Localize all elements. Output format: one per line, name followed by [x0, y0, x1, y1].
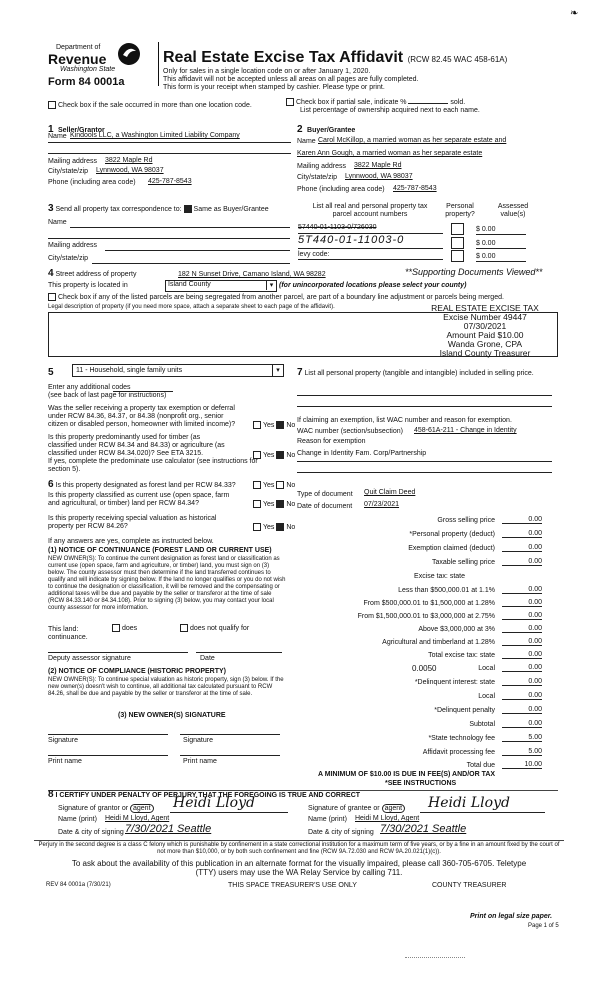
any-yes-note: If any answers are yes, complete as instructed below. [48, 538, 214, 545]
signature-label-2: Signature [183, 737, 213, 744]
grantor-name-field[interactable]: Heidi M Lloyd, Agent [105, 815, 170, 822]
bracket-4-label: Above $3,000,000 at 3% [418, 626, 495, 633]
doc-type-field[interactable]: Quit Claim Deed [364, 489, 416, 496]
revision-label: REV 84 0001a (7/30/21) [46, 882, 111, 888]
chevron-down-icon: ▾ [266, 281, 276, 290]
wac-field[interactable]: 458-61A-211 - Change in Identity [414, 427, 517, 434]
partial-sale-check[interactable]: Check box if partial sale, indicate % sold. [286, 98, 465, 107]
grantor-name-label: Name (print) [58, 816, 97, 823]
parcel-row-2[interactable]: 5T440-01-11003-0 [298, 234, 405, 246]
deputy-date-label: Date [200, 655, 215, 662]
grantee-name-field[interactable]: Heidi M Lloyd, Agent [355, 815, 420, 822]
subtotal-label: Subtotal [469, 721, 495, 728]
parcel-line-2 [298, 248, 443, 249]
header-divider [158, 42, 159, 86]
grantee-sig-line [420, 812, 545, 813]
s3-name-line [70, 227, 290, 228]
bracket-3-label: From $1,500,000.01 to $3,000,000 at 2.75% [357, 613, 495, 620]
seller-phone-label: Phone (including area code) [48, 179, 136, 186]
buyer-city-label: City/state/zip [297, 174, 338, 181]
notice-2-text: NEW OWNER(S): To continue special valuation as historic property, sign (3) below. If the new owner(s) doesn't wish to continue, all additional tax calculated pursuant to RCW 84.26, shall be due and payable by the seller or transferor at the time of sale. [48, 677, 284, 697]
exemption-label: Exemption claimed (deduct) [408, 545, 495, 552]
grantee-date-field[interactable]: 7/30/2021 Seattle [380, 823, 467, 835]
grantor-date-label: Date & city of signing [58, 829, 124, 836]
s3-name-label: Name [48, 219, 67, 226]
total-due-value[interactable]: 10.00 [502, 761, 542, 769]
s3-mail-label: Mailing address [48, 242, 98, 249]
historic-yes-no[interactable]: Yes No [253, 523, 295, 532]
wac-label: WAC number (section/subsection) [297, 428, 403, 435]
s7-line-2 [297, 406, 552, 407]
processing-fee-value[interactable]: 5.00 [502, 748, 542, 756]
print-line-1 [48, 755, 168, 756]
county-select[interactable]: Island County ▾ [165, 280, 277, 292]
grantee-name-label: Name (print) [308, 816, 347, 823]
buyer-heading: 2 Buyer/Grantee [297, 124, 356, 135]
see-instructions: (see back of last page for instructions) [48, 392, 167, 399]
print-line-2 [180, 755, 280, 756]
parcel-line-3 [298, 259, 443, 260]
subtotal-value[interactable]: 0.00 [502, 720, 542, 728]
tech-fee-value[interactable]: 5.00 [502, 734, 542, 742]
grantor-date-field[interactable]: 7/30/2021 Seattle [125, 823, 212, 835]
dept-label: Department of [56, 44, 101, 51]
s3-city-line [92, 263, 290, 264]
penalty-value[interactable]: 0.00 [502, 706, 542, 714]
exemption-yes-no[interactable]: Yes No [253, 421, 295, 430]
local-2-label: Local [478, 693, 495, 700]
notice-1-heading: (1) NOTICE OF CONTINUANCE (FOREST LAND OR CURRENT USE) [48, 547, 272, 554]
timber-question: Is this property predominantly used for timber (as classified under RCW 84.34 and 84.33) or agriculture (as classified under RCW 84.34.020)? See ETA 3215. If yes, complete the predominate use calculator (see instructions for section 5). [48, 434, 258, 473]
seller-heading: 1 Seller/Grantor [48, 124, 105, 135]
local-label: Local [478, 665, 495, 672]
buyer-name-field-1[interactable]: Carol McKillop, a married woman as her separate estate and [318, 137, 507, 144]
seller-phone-field[interactable]: 425-787-8543 [148, 178, 192, 185]
current-use-yes-no[interactable]: Yes No [253, 500, 295, 509]
buyer-phone-label: Phone (including area code) [297, 186, 385, 193]
personal-checkbox-3[interactable] [451, 250, 464, 262]
agency-name: Revenue [48, 51, 107, 67]
footer-rule [34, 840, 564, 841]
grantee-signature: Heidi Lloyd [428, 795, 510, 811]
local-rate: 0.0050 [412, 664, 437, 673]
same-as-buyer-checkbox[interactable] [184, 205, 192, 213]
perjury-notice: Perjury in the second degree is a class C felony which is punishable by confinement in a state correctional institution for a maximum term of five years, or by a fine in an amount fixed by the court of not more than $10,000, or by both such confinement and fine (RCW 9A.72.030 and RCW 9A.20.021(1)(c)). [38, 842, 560, 855]
grantor-sig-label: Signature of grantor or agent [58, 805, 154, 813]
grantor-signature: Heidi Lloyd [173, 795, 255, 811]
exemption-value[interactable]: 0.00 [502, 544, 542, 552]
signature-label-1: Signature [48, 737, 78, 744]
assessed-value-3[interactable]: $ 0.00 [476, 253, 526, 262]
county-label: This property is located in [48, 282, 128, 289]
form-number: Form 84 0001a [48, 76, 125, 88]
seller-name-label: Name [48, 133, 67, 140]
parcel-header: List all real and personal property tax parcel account numbers [312, 203, 428, 218]
tech-fee-label: *State technology fee [428, 735, 495, 742]
delinquent-interest-value[interactable]: 0.00 [502, 678, 542, 686]
chevron-down-icon: ▾ [272, 365, 283, 376]
revenue-logo [48, 44, 158, 88]
assessed-value-1[interactable]: $ 0.00 [476, 226, 526, 235]
see-instructions-2: *SEE INSTRUCTIONS [385, 780, 457, 787]
doc-type-label: Type of document [297, 491, 353, 498]
total-due-label: Total due [466, 762, 495, 769]
page-number: Page 1 of 5 [528, 923, 559, 929]
doc-date-field[interactable]: 07/23/2021 [364, 501, 400, 508]
reason-line-2 [297, 472, 552, 473]
supporting-docs-stamp: **Supporting Documents Viewed** [405, 267, 543, 277]
personal-checkbox-1[interactable] [451, 223, 464, 235]
processing-fee-label: Affidavit processing fee [422, 749, 495, 756]
additional-codes-label: Enter any additional codes [48, 384, 131, 391]
use-code-select[interactable]: 11 - Household, single family units ▾ [72, 364, 284, 377]
bracket-1-label: Less than $500,000.01 at 1.1% [398, 587, 495, 594]
doc-date-label: Date of document [297, 503, 353, 510]
page-title: Real Estate Excise Tax Affidavit [163, 49, 404, 66]
personal-property-header: Personal property? [445, 203, 475, 218]
notice-2-heading: (2) NOTICE OF COMPLIANCE (HISTORIC PROPERTY) [48, 668, 226, 675]
buyer-name-field-2[interactable]: Karen Ann Gough, a married woman as her separate estate [297, 150, 483, 157]
new-owner-sig-line-1 [48, 734, 168, 735]
seller-city-label: City/state/zip [48, 168, 89, 175]
excise-state-label: Excise tax: state [414, 573, 465, 580]
exemption-claim-label: If claiming an exemption, list WAC number and reason for exemption. [297, 417, 512, 424]
gross-value[interactable]: 0.00 [502, 516, 542, 524]
parcel-row-1[interactable]: 57440-01-1103-0/726030 [298, 224, 377, 231]
buyer-phone-field[interactable]: 425-787-8543 [393, 185, 437, 192]
note-1: Only for sales in a single location code on or after January 1, 2020. [163, 68, 371, 75]
legal-desc-label: Legal description of property (if you need more space, attach a separate sheet to each page of the affidavit). [48, 304, 335, 310]
seller-mail-label: Mailing address [48, 158, 98, 165]
s7-line-1 [297, 395, 552, 396]
seller-city-field[interactable]: Lynnwood, WA 98037 [96, 167, 164, 174]
note-3: This form is your receipt when stamped by cashier. Please type or print. [163, 84, 385, 91]
partial-note: List percentage of ownership acquired next to each name. [300, 107, 480, 114]
bracket-5-label: Agricultural and timberland at 1.28% [382, 639, 495, 646]
note-2: This affidavit will not be accepted unless all areas on all pages are fully completed. [163, 76, 419, 83]
excise-stamp: REAL ESTATE EXCISE TAX Excise Number 49447 07/30/2021 Amount Paid $10.00 Wanda Grone, CPA Island County Treasurer [431, 303, 539, 358]
print-name-label-1: Print name [48, 758, 82, 765]
section-5-num: 5 [48, 367, 54, 378]
taxable-label: Taxable selling price [431, 559, 495, 566]
new-owner-sig-line-2 [180, 734, 280, 735]
state-label: Washington State [60, 66, 116, 73]
certify-heading: 8 I CERTIFY UNDER PENALTY OF PERJURY THAT THE FOREGOING IS TRUE AND CORRECT [48, 789, 361, 800]
reason-label: Reason for exemption [297, 438, 366, 445]
this-land-label: This land: continuance. [48, 626, 88, 641]
bracket-2-label: From $500,000.01 to $1,500,000 at 1.28% [363, 600, 495, 607]
county-note: (for unincorporated locations please select your county) [279, 282, 467, 289]
s3-city-label: City/state/zip [48, 255, 89, 262]
corner-mark: ❧ [570, 8, 579, 19]
s3-mail-line [105, 250, 290, 251]
grantee-date-label: Date & city of signing [308, 829, 374, 836]
accessibility-notice: To ask about the availability of this publication in an alternate format for the visually impaired, please call 360-705-6705. Teletype (TTY) users may use the WA Relay Service by calling 711. [71, 859, 527, 877]
bracket-5-value[interactable]: 0.00 [502, 638, 542, 646]
seller-name-line-2 [48, 153, 291, 154]
treasurer-use-only: THIS SPACE TREASURER'S USE ONLY [228, 882, 357, 889]
notice-1-text: NEW OWNER(S): To continue the current designation as forest land or classification as current use (open space, farm and agriculture, or timber) land, you must sign on (3) below. The county assessor must then determine if the land transferred continues to qualify and will indicate by signing below. If the land no longer qualifies or you do not wish to continue the designation or classification, it will be removed and the compensating or additional taxes will be due and payable by the seller or transferor at the time of sale (RCW 84.33.140 or 84.34.108). Prior to signing (3) below, you may contact your local county assessor for more information. [48, 556, 286, 611]
current-use-question: Is this property classified as current use (open space, farm and agricultural, or timber) land per RCW 84.34? [48, 492, 230, 507]
does-not-checkbox[interactable]: does not qualify for [180, 624, 249, 633]
levy-code-label: levy code: [298, 251, 330, 258]
reason-line-1 [297, 461, 552, 462]
street-label: 4 Street address of property [48, 268, 137, 279]
historic-question: Is this property receiving special valuation as historical property per RCW 84.26? [48, 515, 217, 530]
personal-label: *Personal property (deduct) [409, 531, 495, 538]
gross-label: Gross selling price [437, 517, 495, 524]
seller-name-field[interactable]: Kindools LLC, a Washington Limited Liability Company [70, 132, 240, 139]
revenue-swirl-icon [116, 41, 142, 67]
assessed-header: Assessed value(s) [497, 203, 529, 218]
rcw-label: (RCW 82.45 WAC 458-61A) [407, 55, 508, 64]
personal-value[interactable]: 0.00 [502, 530, 542, 538]
notice-3-heading: (3) NEW OWNER(S) SIGNATURE [118, 712, 226, 719]
bracket-1-value[interactable]: 0.00 [502, 586, 542, 594]
bracket-3-value[interactable]: 0.00 [502, 612, 542, 620]
personal-checkbox-2[interactable] [451, 237, 464, 249]
grantor-sig-line [170, 812, 288, 813]
deputy-line [48, 652, 188, 653]
segregate-check[interactable]: Check box if any of the listed parcels are being segregated from another parcel, are part of a boundary line adjustment or parcels being merged. [48, 293, 504, 302]
delinquent-interest-label: *Delinquent interest: state [414, 679, 495, 686]
total-state-value[interactable]: 0.00 [502, 651, 542, 659]
legal-paper-note: Print on legal size paper. [470, 913, 553, 920]
personal-property-text: 7 List all personal property (tangible and intangible) included in selling price. [297, 367, 534, 378]
taxable-value[interactable]: 0.00 [502, 558, 542, 566]
grantee-sig-label: Signature of grantee or agent [308, 805, 405, 813]
county-treasurer-label: COUNTY TREASURER [432, 882, 507, 889]
does-checkbox[interactable]: does [112, 624, 137, 633]
deputy-label: Deputy assessor signature [48, 655, 131, 662]
forest-yes-no[interactable]: Yes No [253, 481, 295, 490]
minimum-notice: A MINIMUM OF $10.00 IS DUE IN FEE(S) AND/OR TAX [318, 771, 496, 778]
buyer-mail-field[interactable]: 3822 Maple Rd [354, 162, 402, 169]
print-name-label-2: Print name [183, 758, 217, 765]
forest-question: 6 Is this property designated as forest land per RCW 84.33? [48, 479, 236, 490]
seller-name-line [48, 142, 291, 143]
penalty-label: *Delinquent penalty [434, 707, 495, 714]
buyer-city-field[interactable]: Lynnwood, WA 98037 [345, 173, 413, 180]
street-field[interactable]: 182 N Sunset Drive, Camano Island, WA 98282 [178, 271, 326, 278]
bracket-4-value[interactable]: 0.00 [502, 625, 542, 633]
deputy-date-line [196, 652, 282, 653]
local-2-value[interactable]: 0.00 [502, 692, 542, 700]
assessed-value-2[interactable]: $ 0.00 [476, 240, 526, 249]
timber-yes-no[interactable]: Yes No [253, 451, 295, 460]
multi-location-check[interactable]: Check box if the sale occurred in more than one location code. [48, 101, 252, 110]
section-3-text: 3 Send all property tax correspondence to: Same as Buyer/Grantee [48, 203, 269, 214]
local-value[interactable]: 0.00 [502, 664, 542, 672]
buyer-mail-label: Mailing address [297, 163, 347, 170]
scan-artifact [405, 957, 465, 961]
seller-mail-field[interactable]: 3822 Maple Rd [105, 157, 153, 164]
buyer-name-label: Name [297, 138, 316, 145]
bracket-2-value[interactable]: 0.00 [502, 599, 542, 607]
s3-line-2 [48, 238, 290, 239]
total-state-label: Total excise tax: state [428, 652, 495, 659]
exemption-question: Was the seller receiving a property tax exemption or deferral under RCW 84.36, 84.37, or 84.38 (nonprofit org., senior citizen or disabled person, homeowner with limited income)? [48, 405, 236, 428]
reason-field[interactable]: Change in Identity Fam. Corp/Partnership [297, 450, 427, 457]
